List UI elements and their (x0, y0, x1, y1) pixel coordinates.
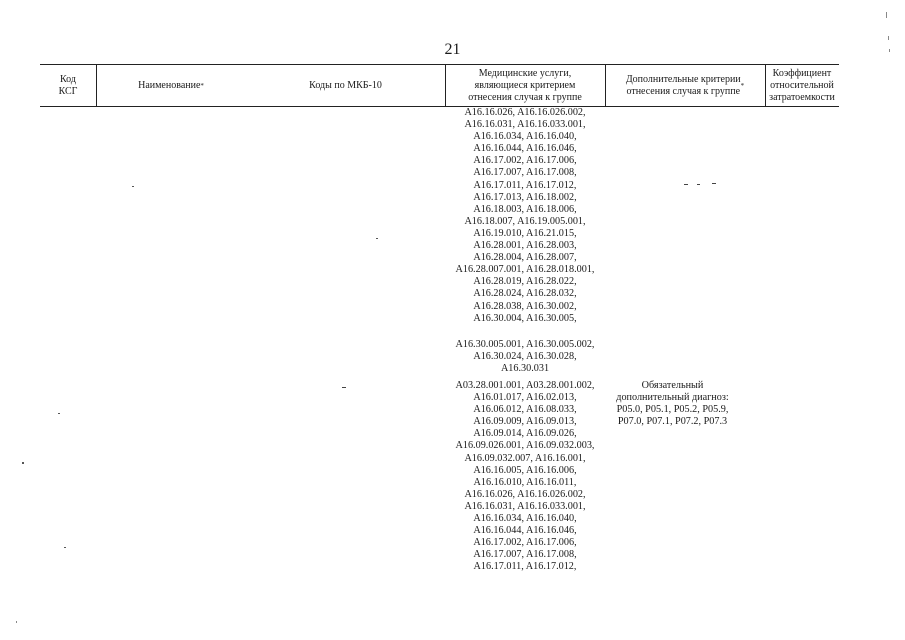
scan-dash (697, 184, 700, 185)
header-name-footnote: * (200, 81, 204, 90)
header-name-text: Наименование (138, 79, 201, 91)
scan-dash (712, 183, 716, 184)
scan-edge-mark (886, 12, 887, 18)
scan-dash (684, 184, 688, 185)
services-block-1-tail: A16.30.005.001, A16.30.005.002, A16.30.024, A16.30.028, A16.30.031 (455, 339, 595, 375)
header-name (96, 65, 246, 106)
scan-speck (22, 462, 24, 464)
services-block-1: A16.16.026, A16.16.026.002, A16.16.031, A16.16.033.001, A16.16.034, A16.16.040, A16.16.044, A16.16.046, A16.17.002, A16.17.006, A16.17.007, A16.17.008, A16.17.011, A16.17.012, A16.17.013, A16.18.002, A16.18.003, A16.18.006, A16.18.007, A16.19.005.001, A16.19.010, A16.21.015, A16.28.001, A16.28.003, A16.28.004, A16.28.007, A16.28.007.001, A16.28.018.001, A16.28.019, A16.28.022, A16.28.024, A16.28.032, A16.28.038, A16.30.002, A16.30.004, A16.30.005, (455, 107, 595, 324)
header-cost-coefficient: Коэффициент относительной затратоемкости (769, 67, 835, 103)
header-ksg-code: Код КСГ (58, 73, 78, 97)
scan-speck (58, 413, 60, 414)
scan-dash (342, 387, 346, 388)
scan-edge-mark (16, 621, 17, 623)
scan-edge-mark (888, 36, 889, 40)
header-medical-services: Медицинские услуги, являющиеся критерием отнесения случая к группе (468, 67, 582, 103)
page-number: 21 (444, 41, 461, 58)
services-block-2: A03.28.001.001, A03.28.001.002, A16.01.017, A16.02.013, A16.06.012, A16.08.033, A16.09.009, A16.09.013, A16.09.014, A16.09.026, A16.09.026.001, A16.09.032.003, A16.09.032.007, A16.16.001, A16.16.005, A16.16.006, A16.16.010, A16.16.011, A16.16.026, A16.16.026.002, A16.16.031, A16.16.033.001, A16.16.034, A16.16.040, A16.16.044, A16.16.046, A16.17.002, A16.17.006, A16.17.007, A16.17.008, A16.17.011, A16.17.012, (455, 380, 595, 573)
additional-criteria-block-2: Обязательный дополнительный диагноз: P05.0, P05.1, P05.2, P05.9, P07.0, P07.1, P07.2, P07.3 (616, 380, 729, 428)
scan-edge-mark (889, 49, 890, 52)
header-additional-criteria-text: Дополнительные критерии отнесения случая к группе (625, 73, 741, 97)
scan-speck (64, 547, 66, 548)
table-header-row (40, 64, 839, 107)
scan-speck (376, 238, 378, 239)
scan-speck (132, 186, 134, 187)
header-icd-codes: Коды по МКБ-10 (309, 79, 382, 91)
header-criteria-footnote: * (740, 81, 745, 90)
header-additional-criteria (605, 65, 765, 106)
